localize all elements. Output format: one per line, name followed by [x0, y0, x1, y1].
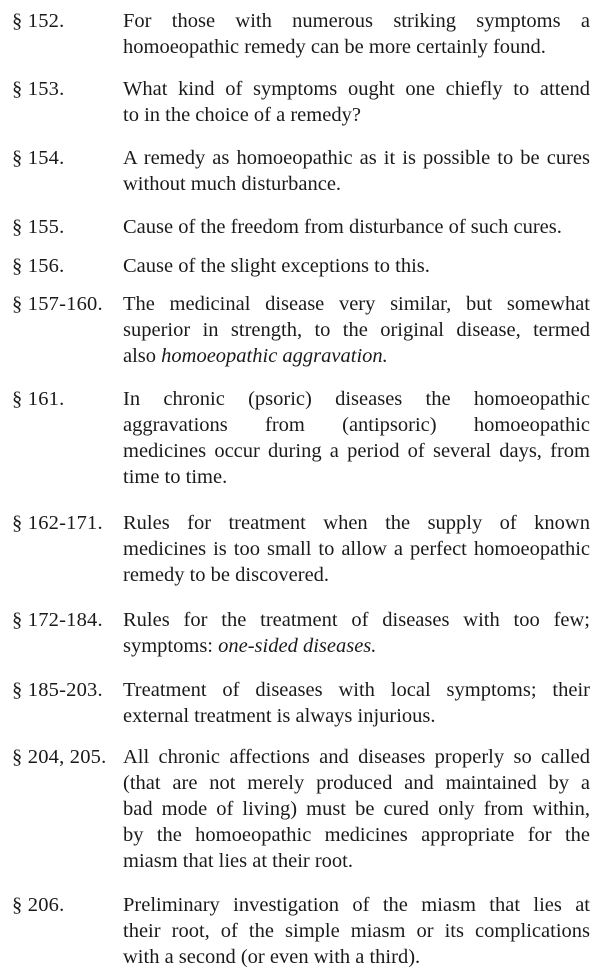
text-line: Rules for the treatment of diseases with too few;: [123, 609, 590, 631]
section-number: § 206.: [12, 894, 65, 916]
text-line: (that are not merely produced and maintained by a: [123, 772, 590, 794]
italic-term: homoeopathic aggravation.: [161, 345, 388, 367]
text-line: In chronic (psoric) diseases the homoeopathic: [123, 388, 590, 410]
entry-text: [123, 510, 590, 588]
text-line: All chronic affections and diseases properly so called: [123, 746, 590, 768]
section-number: § 161.: [12, 388, 65, 410]
italic-term: one-sided diseases.: [218, 635, 377, 657]
entry-172-184: [12, 607, 590, 659]
entry-185-203: [12, 677, 590, 729]
text-line: homoeopathic remedy can be more certainly found.: [123, 36, 546, 58]
text-line: Treatment of diseases with local symptoms; their: [123, 679, 590, 701]
text-line: The medicinal disease very similar, but somewhat: [123, 293, 590, 315]
text-line: time to time.: [123, 466, 228, 488]
entry-156: [12, 253, 590, 279]
entry-text: [123, 145, 590, 197]
text-line: aggravations from (antipsoric) homoeopathic: [123, 414, 590, 436]
entry-152: [12, 8, 590, 60]
entry-text: [123, 291, 590, 369]
section-number: § 153.: [12, 78, 65, 100]
text-line: [123, 343, 590, 369]
text-line: medicines occur during a period of several days, from: [123, 440, 590, 462]
text-line: Rules for treatment when the supply of known: [123, 512, 590, 534]
entry-text: [123, 8, 590, 60]
entry-text: [123, 253, 590, 279]
text-line: [123, 633, 590, 659]
text-line: Cause of the slight exceptions to this.: [123, 255, 430, 277]
text-line: their root, of the simple miasm or its complications: [123, 920, 590, 942]
section-number: § 185-203.: [12, 679, 103, 701]
text-line: Cause of the freedom from disturbance of such cures.: [123, 216, 562, 238]
text-line: What kind of symptoms ought one chiefly to attend: [123, 78, 590, 100]
text-line: external treatment is always injurious.: [123, 705, 436, 727]
entry-text: [123, 677, 590, 729]
text-line: bad mode of living) must be cured only from within,: [123, 798, 590, 820]
text-line: remedy to be discovered.: [123, 564, 330, 586]
text-line: medicines is too small to allow a perfect homoeopathic: [123, 538, 590, 560]
text-line: by the homoeopathic medicines appropriate for the: [123, 824, 590, 846]
text-line: Preliminary investigation of the miasm that lies at: [123, 894, 590, 916]
text-line: miasm that lies at their root.: [123, 850, 354, 872]
entry-text: [123, 744, 590, 874]
entry-155: [12, 214, 590, 240]
entry-text: [123, 214, 590, 240]
section-number: § 154.: [12, 147, 65, 169]
section-number: § 152.: [12, 10, 65, 32]
text-prefix: symptoms:: [123, 635, 219, 657]
text-line: For those with numerous striking symptoms a: [123, 10, 590, 32]
section-number: § 162-171.: [12, 512, 103, 534]
entry-text: [123, 607, 590, 659]
section-number: § 157-160.: [12, 293, 103, 315]
text-line: A remedy as homoeopathic as it is possible to be cures: [123, 147, 590, 169]
entry-206: [12, 892, 590, 970]
text-prefix: also: [123, 345, 162, 367]
entry-text: [123, 892, 590, 970]
entry-text: [123, 76, 590, 128]
text-line: superior in strength, to the original disease, termed: [123, 319, 590, 341]
text-line: to in the choice of a remedy?: [123, 104, 361, 126]
entry-154: [12, 145, 590, 197]
section-number: § 172-184.: [12, 609, 103, 631]
entry-153: [12, 76, 590, 128]
section-number: § 156.: [12, 255, 65, 277]
section-number: § 155.: [12, 216, 65, 238]
entry-text: [123, 386, 590, 490]
entry-161: [12, 386, 590, 490]
entry-204-205: [12, 744, 590, 874]
entry-157-160: [12, 291, 590, 369]
entry-162-171: [12, 510, 590, 588]
text-line: without much disturbance.: [123, 173, 342, 195]
text-line: with a second (or even with a third).: [123, 946, 421, 968]
section-number: § 204, 205.: [12, 746, 107, 768]
